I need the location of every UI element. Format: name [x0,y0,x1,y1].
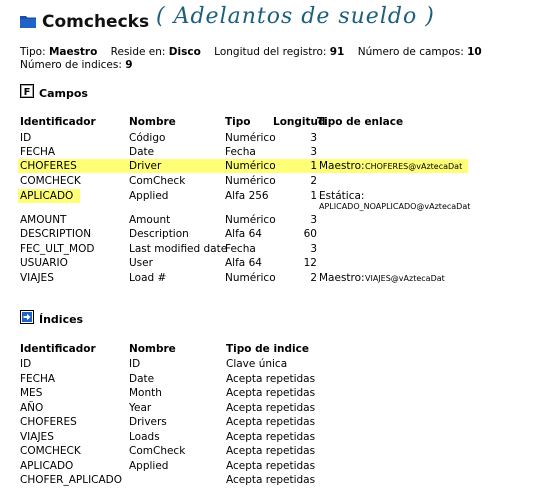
longitud-label: Longitud del registro: [214,46,327,58]
campos-col-tipo-enlace: Tipo de enlace [317,116,404,128]
table-row [20,227,525,241]
index-name: Applied [129,459,169,472]
field-name: Description [129,228,189,240]
field-identifier: AMOUNT [20,214,67,226]
field-type: Alfa 64 [225,257,262,269]
field-name: Driver [129,160,162,172]
campos-col-identificador: Identificador [20,116,96,128]
link-type: Maestro: [319,272,365,284]
table-row [20,271,525,285]
field-type: Alfa 256 [225,190,269,202]
reside-value: Disco [168,46,201,58]
field-name: Código [129,132,166,144]
field-length: 2 [310,272,317,284]
field-type: Numérico [225,214,276,226]
index-identifier: CHOFER_APLICADO [20,474,123,486]
table-metadata [20,46,525,72]
index-name: Month [129,387,162,399]
page-title: Comchecks [42,12,150,32]
field-identifier: VIAJES [20,272,54,284]
field-length: 3 [310,132,317,144]
index-type: Acepta repetidas [226,430,316,443]
index-type: Acepta repetidas [226,474,316,486]
field-identifier: APLICADO [20,190,74,202]
index-name: ComCheck [129,445,186,457]
field-length: 2 [310,175,317,187]
field-identifier: FECHA [20,146,56,158]
campos-heading: Campos [39,87,88,100]
campos-col-nombre: Nombre [129,116,176,128]
field-identifier: FEC_ULT_MOD [20,243,95,255]
field-name: User [129,257,153,269]
table-row [20,357,525,371]
campos-col-tipo: Tipo [225,116,251,128]
index-name: Year [129,401,152,414]
field-length: 3 [310,214,317,226]
index-type: Clave única [226,358,288,370]
field-type: Numérico [225,175,276,187]
table-row [20,174,525,188]
field-type: Fecha [225,243,256,255]
campos-header-row [20,115,525,129]
field-type: Alfa 64 [225,228,262,240]
index-identifier: FECHA [20,372,56,385]
index-name: ID [129,358,141,370]
field-name: Last modified date [129,243,228,255]
table-row [20,189,525,211]
field-length: 3 [310,243,317,255]
index-identifier: VIAJES [20,430,54,443]
table-row [20,145,525,159]
campos-count-value: 10 [467,46,482,58]
index-type: Acepta repetidas [226,401,316,414]
field-identifier: ID [20,132,32,144]
field-length: 12 [303,257,317,269]
link-target: VIAJES@vAztecaDat [365,274,445,283]
field-name: Amount [129,214,171,226]
index-identifier: ID [20,358,32,370]
field-length: 3 [310,146,317,158]
field-identifier: USUARIO [20,257,68,269]
index-type: Acepta repetidas [226,459,316,472]
table-row [20,372,525,386]
indices-count-value: 9 [125,59,133,71]
field-name: ComCheck [129,175,186,187]
indices-col-nombre: Nombre [129,343,176,355]
field-identifier: DESCRIPTION [20,228,92,240]
field-length: 1 [310,190,317,202]
field-name: Applied [129,190,169,202]
table-row [20,459,525,473]
field-length: 1 [310,160,317,172]
index-name: Loads [129,430,160,443]
index-type: Acepta repetidas [226,372,316,385]
page-subtitle: ( Adelantos de sueldo ) [156,4,435,29]
link-target: CHOFERES@vAztecaDat [365,162,463,171]
indices-col-identificador: Identificador [20,343,96,355]
index-name: Drivers [129,416,167,428]
index-name: Date [129,372,155,385]
field-type: Numérico [225,160,276,172]
index-identifier: MES [20,387,43,399]
index-identifier: COMCHECK [20,445,81,457]
title-bar [20,4,530,36]
table-row [20,415,525,429]
folder-icon [20,15,36,28]
table-row [20,430,525,444]
table-row [20,213,525,227]
link-type: Estática: [319,190,365,202]
field-type: Numérico [225,272,276,284]
indices-header-row [20,342,525,356]
field-name: Date [129,146,155,158]
field-identifier: CHOFERES [20,160,77,172]
index-type: Acepta repetidas [226,387,316,399]
table-row [20,473,525,487]
index-type: Acepta repetidas [226,445,316,457]
arrow-right-icon [20,310,34,324]
table-row [20,386,525,400]
reside-label: Reside en: [110,46,166,58]
tipo-label: Tipo: [20,46,46,58]
index-identifier: AÑO [20,401,44,414]
campos-count-label: Número de campos: [357,46,464,58]
table-row [20,256,525,270]
field-type: Fecha [225,146,256,158]
tipo-value: Maestro [48,46,98,58]
table-row [20,131,525,145]
indices-count-label: Número de indices: [20,59,122,71]
link-target: APLICADO_NOAPLICADO@vAztecaDat [319,202,471,211]
index-identifier: CHOFERES [20,416,77,428]
longitud-value: 91 [329,46,345,58]
table-row [20,444,525,458]
indices-heading: Índices [39,313,84,326]
table-row [20,159,525,173]
link-type: Maestro: [319,160,365,172]
index-type: Acepta repetidas [226,416,316,428]
field-length: 60 [303,228,317,240]
field-icon-letter: F [23,87,31,98]
table-row [20,401,525,415]
field-type: Numérico [225,132,276,144]
indices-col-tipo-indice: Tipo de indice [226,343,309,355]
field-name: Load # [129,272,167,284]
index-identifier: APLICADO [20,459,74,472]
field-icon [20,84,34,98]
campos-col-longitud: Longitud [273,116,326,128]
table-row [20,242,525,256]
field-identifier: COMCHECK [20,175,81,187]
